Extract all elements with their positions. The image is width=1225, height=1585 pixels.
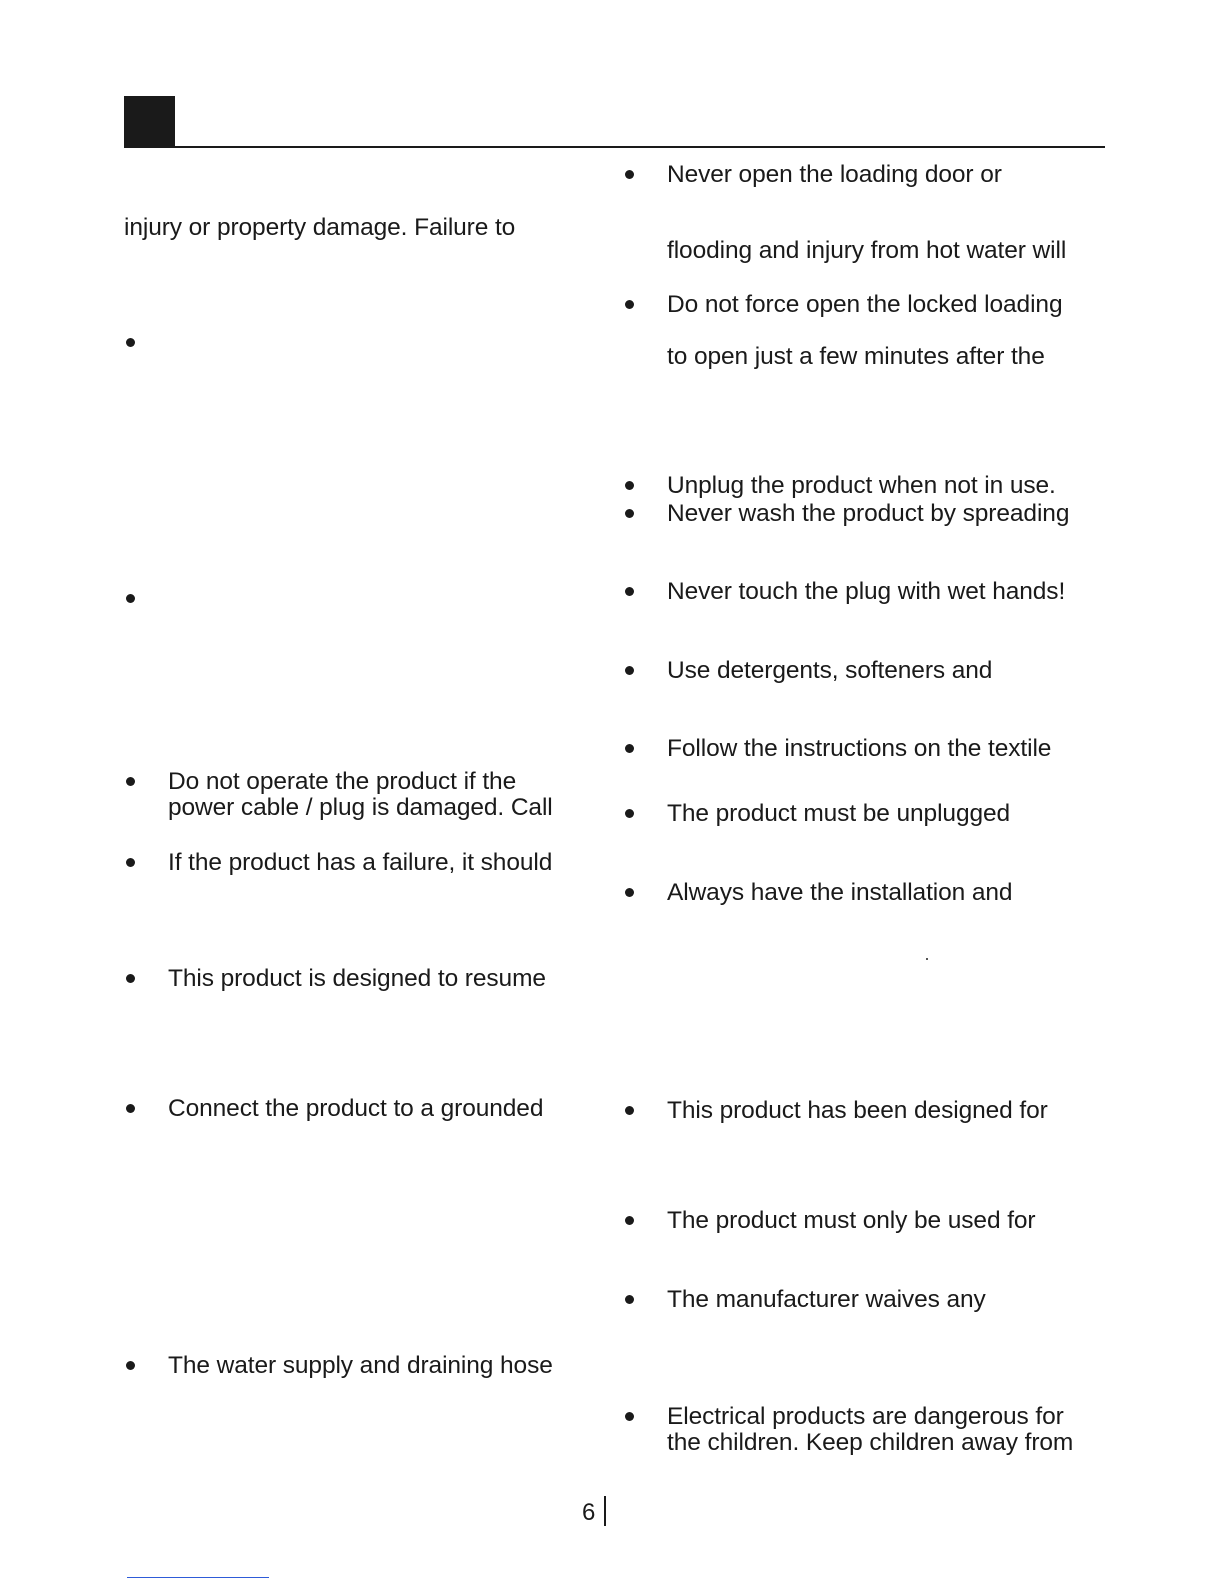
left-list-item: The water supply and draining hose [168, 1352, 553, 1379]
right-list-item: Never wash the product by spreading [667, 500, 1070, 527]
right-list-item-continuation: the children. Keep children away from [667, 1429, 1074, 1456]
bullet-icon [126, 777, 135, 786]
left-list-item: This product is designed to resume [168, 965, 546, 992]
bullet-icon [625, 1295, 634, 1304]
right-list-item: Never open the loading door or [667, 161, 1002, 188]
right-list-item: Follow the instructions on the textile [667, 735, 1052, 762]
bullet-icon [126, 1104, 135, 1113]
left-list-item-continuation: power cable / plug is damaged. Call [168, 794, 553, 821]
bullet-icon [126, 594, 135, 603]
bullet-icon [625, 744, 634, 753]
bullet-icon [625, 666, 634, 675]
page-number: 6 [582, 1499, 596, 1526]
right-list-item: Always have the installation and [667, 879, 1013, 906]
bullet-icon [625, 587, 634, 596]
bullet-icon [126, 974, 135, 983]
right-list-item: Use detergents, softeners and [667, 657, 993, 684]
left-list-item: Do not operate the product if the [168, 768, 517, 795]
bullet-icon [126, 1361, 135, 1370]
bullet-icon [625, 300, 634, 309]
bullet-icon [625, 809, 634, 818]
bullet-icon [126, 858, 135, 867]
right-list-item: The manufacturer waives any [667, 1286, 986, 1313]
bullet-icon [126, 338, 135, 347]
stray-mark [926, 958, 928, 960]
bullet-icon [625, 481, 634, 490]
header-rule [124, 146, 1105, 148]
right-list-item: The product must only be used for [667, 1207, 1036, 1234]
left-list-item: Connect the product to a grounded [168, 1095, 544, 1122]
right-list-item: Unplug the product when not in use. [667, 472, 1056, 499]
bullet-icon [625, 170, 634, 179]
right-list-item: The product must be unplugged [667, 800, 1011, 827]
bullet-icon [625, 1216, 634, 1225]
page-number-divider [604, 1496, 606, 1526]
bottom-link-underline [127, 1577, 269, 1578]
left-text-line: injury or property damage. Failure to [124, 214, 516, 241]
section-marker-square [124, 96, 175, 147]
right-list-item: This product has been designed for [667, 1097, 1048, 1124]
bullet-icon [625, 888, 634, 897]
bullet-icon [625, 509, 634, 518]
right-list-item-continuation: to open just a few minutes after the [667, 343, 1045, 370]
right-list-item: Electrical products are dangerous for [667, 1403, 1064, 1430]
left-list-item: If the product has a failure, it should [168, 849, 553, 876]
right-list-item: Do not force open the locked loading [667, 291, 1063, 318]
right-list-item: Never touch the plug with wet hands! [667, 578, 1066, 605]
bullet-icon [625, 1412, 634, 1421]
bullet-icon [625, 1106, 634, 1115]
right-list-item-continuation: flooding and injury from hot water will [667, 237, 1067, 264]
